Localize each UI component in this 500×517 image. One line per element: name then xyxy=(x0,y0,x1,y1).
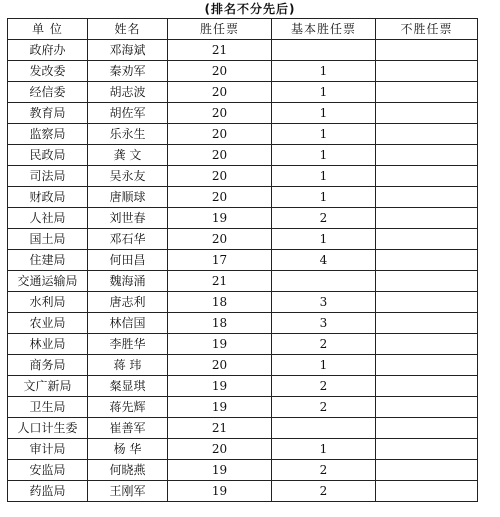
ranking-note: (排名不分先后) xyxy=(204,2,296,16)
name-cell: 吴永友 xyxy=(88,166,168,187)
table-row xyxy=(8,376,478,397)
column-header-basic: 基本胜任票 xyxy=(272,19,376,40)
unit-cell: 交通运输局 xyxy=(8,271,88,292)
incompetent-votes-cell xyxy=(376,376,478,397)
unit-cell: 人社局 xyxy=(8,208,88,229)
basic-competent-votes-cell xyxy=(272,40,376,61)
table-row xyxy=(8,334,478,355)
incompetent-votes-cell xyxy=(376,166,478,187)
incompetent-votes-cell xyxy=(376,250,478,271)
table-row xyxy=(8,397,478,418)
name-cell: 胡志波 xyxy=(88,82,168,103)
basic-competent-votes-cell xyxy=(272,271,376,292)
basic-competent-votes-cell: 1 xyxy=(272,103,376,124)
name-cell: 刘世春 xyxy=(88,208,168,229)
table-row xyxy=(8,40,478,61)
basic-competent-votes-cell: 2 xyxy=(272,481,376,502)
unit-cell: 财政局 xyxy=(8,187,88,208)
competent-votes-cell: 21 xyxy=(168,418,272,439)
competent-votes-cell: 20 xyxy=(168,355,272,376)
unit-cell: 教育局 xyxy=(8,103,88,124)
basic-competent-votes-cell: 1 xyxy=(272,187,376,208)
table-row xyxy=(8,481,478,502)
incompetent-votes-cell xyxy=(376,229,478,250)
table-row xyxy=(8,187,478,208)
competent-votes-cell: 19 xyxy=(168,208,272,229)
competent-votes-cell: 19 xyxy=(168,460,272,481)
table-row xyxy=(8,166,478,187)
unit-cell: 政府办 xyxy=(8,40,88,61)
competent-votes-cell: 19 xyxy=(168,397,272,418)
basic-competent-votes-cell: 4 xyxy=(272,250,376,271)
table-row xyxy=(8,418,478,439)
basic-competent-votes-cell: 1 xyxy=(272,439,376,460)
table-row xyxy=(8,103,478,124)
name-cell: 邓石华 xyxy=(88,229,168,250)
competent-votes-cell: 19 xyxy=(168,481,272,502)
name-cell: 乐永生 xyxy=(88,124,168,145)
name-cell: 龚 文 xyxy=(88,145,168,166)
incompetent-votes-cell xyxy=(376,460,478,481)
name-cell: 粲显琪 xyxy=(88,376,168,397)
incompetent-votes-cell xyxy=(376,187,478,208)
competent-votes-cell: 21 xyxy=(168,271,272,292)
competent-votes-cell: 21 xyxy=(168,40,272,61)
table-row xyxy=(8,313,478,334)
basic-competent-votes-cell: 3 xyxy=(272,313,376,334)
incompetent-votes-cell xyxy=(376,313,478,334)
competent-votes-cell: 18 xyxy=(168,313,272,334)
name-cell: 胡佐军 xyxy=(88,103,168,124)
unit-cell: 卫生局 xyxy=(8,397,88,418)
basic-competent-votes-cell: 1 xyxy=(272,82,376,103)
table-row xyxy=(8,82,478,103)
column-header-incompetent: 不胜任票 xyxy=(376,19,478,40)
incompetent-votes-cell xyxy=(376,418,478,439)
unit-cell: 水利局 xyxy=(8,292,88,313)
competent-votes-cell: 19 xyxy=(168,376,272,397)
basic-competent-votes-cell: 1 xyxy=(272,166,376,187)
name-cell: 蒋先辉 xyxy=(88,397,168,418)
name-cell: 林信国 xyxy=(88,313,168,334)
unit-cell: 发改委 xyxy=(8,61,88,82)
name-cell: 唐顺球 xyxy=(88,187,168,208)
competent-votes-cell: 20 xyxy=(168,229,272,250)
name-cell: 王刚军 xyxy=(88,481,168,502)
table-row xyxy=(8,439,478,460)
column-header-unit: 单 位 xyxy=(8,19,88,40)
incompetent-votes-cell xyxy=(376,103,478,124)
table-row xyxy=(8,355,478,376)
unit-cell: 安监局 xyxy=(8,460,88,481)
basic-competent-votes-cell: 1 xyxy=(272,61,376,82)
basic-competent-votes-cell: 1 xyxy=(272,229,376,250)
name-cell: 唐志利 xyxy=(88,292,168,313)
basic-competent-votes-cell: 3 xyxy=(272,292,376,313)
table-row xyxy=(8,271,478,292)
competent-votes-cell: 20 xyxy=(168,187,272,208)
table-row xyxy=(8,292,478,313)
incompetent-votes-cell xyxy=(376,334,478,355)
unit-cell: 监察局 xyxy=(8,124,88,145)
incompetent-votes-cell xyxy=(376,481,478,502)
incompetent-votes-cell xyxy=(376,292,478,313)
basic-competent-votes-cell: 2 xyxy=(272,376,376,397)
name-cell: 崔善军 xyxy=(88,418,168,439)
name-cell: 何晓燕 xyxy=(88,460,168,481)
incompetent-votes-cell xyxy=(376,124,478,145)
unit-cell: 经信委 xyxy=(8,82,88,103)
basic-competent-votes-cell: 2 xyxy=(272,397,376,418)
name-cell: 何田昌 xyxy=(88,250,168,271)
basic-competent-votes-cell: 1 xyxy=(272,124,376,145)
competent-votes-cell: 20 xyxy=(168,82,272,103)
name-cell: 李胜华 xyxy=(88,334,168,355)
incompetent-votes-cell xyxy=(376,355,478,376)
table-row xyxy=(8,229,478,250)
column-header-competent: 胜任票 xyxy=(168,19,272,40)
unit-cell: 民政局 xyxy=(8,145,88,166)
table-row xyxy=(8,145,478,166)
competent-votes-cell: 18 xyxy=(168,292,272,313)
name-cell: 魏海涌 xyxy=(88,271,168,292)
table-row xyxy=(8,460,478,481)
unit-cell: 药监局 xyxy=(8,481,88,502)
unit-cell: 商务局 xyxy=(8,355,88,376)
table-header-row xyxy=(8,19,478,40)
column-header-name: 姓名 xyxy=(88,19,168,40)
unit-cell: 审计局 xyxy=(8,439,88,460)
competent-votes-cell: 17 xyxy=(168,250,272,271)
basic-competent-votes-cell: 1 xyxy=(272,145,376,166)
unit-cell: 林业局 xyxy=(8,334,88,355)
incompetent-votes-cell xyxy=(376,82,478,103)
incompetent-votes-cell xyxy=(376,439,478,460)
basic-competent-votes-cell xyxy=(272,418,376,439)
table-body xyxy=(8,40,478,502)
basic-competent-votes-cell: 2 xyxy=(272,460,376,481)
table-row xyxy=(8,124,478,145)
unit-cell: 文广新局 xyxy=(8,376,88,397)
unit-cell: 国土局 xyxy=(8,229,88,250)
competent-votes-cell: 20 xyxy=(168,439,272,460)
unit-cell: 司法局 xyxy=(8,166,88,187)
incompetent-votes-cell xyxy=(376,40,478,61)
competent-votes-cell: 20 xyxy=(168,166,272,187)
evaluation-table xyxy=(7,18,478,502)
unit-cell: 农业局 xyxy=(8,313,88,334)
unit-cell: 住建局 xyxy=(8,250,88,271)
table-row xyxy=(8,61,478,82)
competent-votes-cell: 20 xyxy=(168,61,272,82)
unit-cell: 人口计生委 xyxy=(8,418,88,439)
incompetent-votes-cell xyxy=(376,271,478,292)
competent-votes-cell: 19 xyxy=(168,334,272,355)
incompetent-votes-cell xyxy=(376,397,478,418)
incompetent-votes-cell xyxy=(376,145,478,166)
name-cell: 邓海斌 xyxy=(88,40,168,61)
name-cell: 蒋 玮 xyxy=(88,355,168,376)
competent-votes-cell: 20 xyxy=(168,145,272,166)
competent-votes-cell: 20 xyxy=(168,124,272,145)
basic-competent-votes-cell: 1 xyxy=(272,355,376,376)
table-row xyxy=(8,250,478,271)
basic-competent-votes-cell: 2 xyxy=(272,208,376,229)
incompetent-votes-cell xyxy=(376,61,478,82)
name-cell: 秦劝军 xyxy=(88,61,168,82)
competent-votes-cell: 20 xyxy=(168,103,272,124)
name-cell: 杨 华 xyxy=(88,439,168,460)
table-row xyxy=(8,208,478,229)
basic-competent-votes-cell: 2 xyxy=(272,334,376,355)
incompetent-votes-cell xyxy=(376,208,478,229)
